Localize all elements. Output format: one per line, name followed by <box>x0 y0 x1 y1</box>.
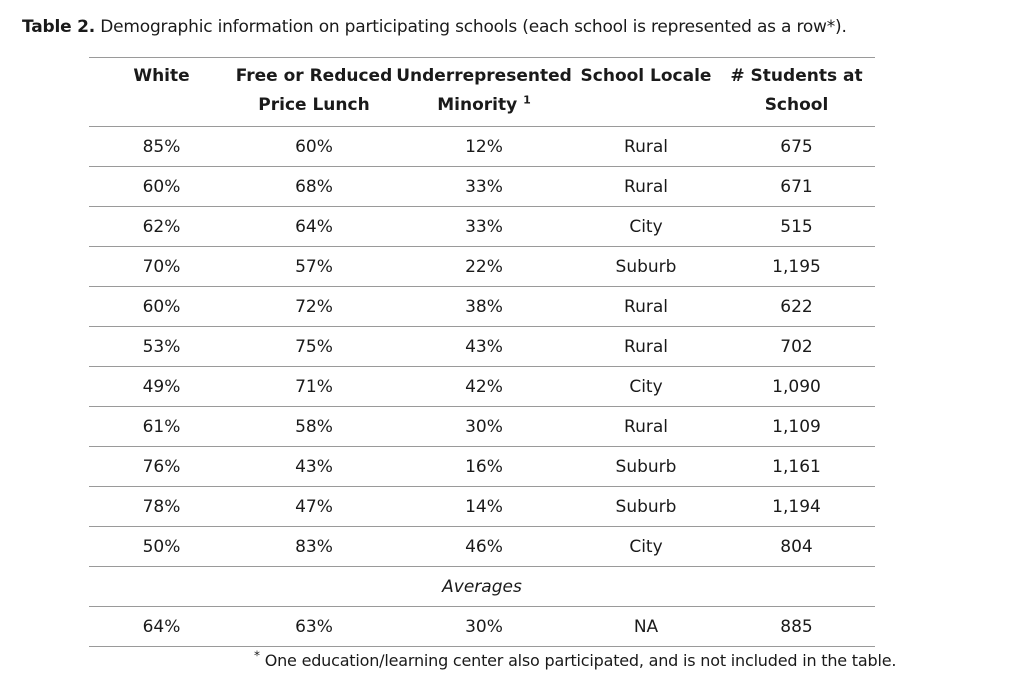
caption-text: Demographic information on participating schools (each school is represented as a row*). <box>100 17 847 37</box>
averages-label-row <box>89 567 875 607</box>
cell-underrepresented-minority: 38% <box>394 287 574 327</box>
cell-school-locale: Rural <box>574 127 718 167</box>
averages-label: Averages <box>89 567 875 607</box>
avg-school-locale: NA <box>574 607 718 647</box>
cell-underrepresented-minority: 33% <box>394 167 574 207</box>
cell-free-reduced-lunch: 58% <box>234 407 394 447</box>
cell-underrepresented-minority: 14% <box>394 487 574 527</box>
cell-white: 60% <box>89 287 234 327</box>
demographics-table <box>89 57 875 647</box>
cell-school-locale: Rural <box>574 287 718 327</box>
header-students-at-school <box>718 58 875 127</box>
header-white <box>89 58 234 127</box>
cell-school-locale: Rural <box>574 327 718 367</box>
header-frl-line1: Free or Reduced <box>235 66 393 86</box>
header-white-label: White <box>133 66 190 86</box>
table-row <box>89 287 875 327</box>
cell-underrepresented-minority: 12% <box>394 127 574 167</box>
cell-white: 76% <box>89 447 234 487</box>
cell-white: 60% <box>89 167 234 207</box>
cell-white: 78% <box>89 487 234 527</box>
header-free-reduced-lunch <box>234 58 394 127</box>
cell-school-locale: Suburb <box>574 247 718 287</box>
cell-students-at-school: 1,195 <box>718 247 875 287</box>
header-students-line2: School <box>764 95 829 115</box>
cell-school-locale: Suburb <box>574 487 718 527</box>
cell-students-at-school: 804 <box>718 527 875 567</box>
cell-students-at-school: 1,161 <box>718 447 875 487</box>
cell-white: 61% <box>89 407 234 447</box>
cell-free-reduced-lunch: 75% <box>234 327 394 367</box>
cell-underrepresented-minority: 42% <box>394 367 574 407</box>
cell-underrepresented-minority: 16% <box>394 447 574 487</box>
cell-underrepresented-minority: 33% <box>394 207 574 247</box>
avg-underrepresented-minority: 30% <box>394 607 574 647</box>
table-row <box>89 247 875 287</box>
cell-underrepresented-minority: 22% <box>394 247 574 287</box>
cell-free-reduced-lunch: 47% <box>234 487 394 527</box>
cell-free-reduced-lunch: 71% <box>234 367 394 407</box>
header-locale-label: School Locale <box>580 66 712 86</box>
avg-white: 64% <box>89 607 234 647</box>
avg-free-reduced-lunch: 63% <box>234 607 394 647</box>
table-footnote <box>254 648 897 670</box>
table-row <box>89 207 875 247</box>
cell-underrepresented-minority: 30% <box>394 407 574 447</box>
cell-underrepresented-minority: 46% <box>394 527 574 567</box>
table-row <box>89 407 875 447</box>
cell-students-at-school: 671 <box>718 167 875 207</box>
cell-free-reduced-lunch: 72% <box>234 287 394 327</box>
cell-white: 53% <box>89 327 234 367</box>
cell-students-at-school: 702 <box>718 327 875 367</box>
header-frl-line2: Price Lunch <box>258 95 370 115</box>
cell-school-locale: Suburb <box>574 447 718 487</box>
cell-school-locale: City <box>574 527 718 567</box>
cell-free-reduced-lunch: 64% <box>234 207 394 247</box>
cell-school-locale: City <box>574 207 718 247</box>
cell-free-reduced-lunch: 57% <box>234 247 394 287</box>
header-urm-line1: Underrepresented <box>396 66 572 86</box>
cell-white: 85% <box>89 127 234 167</box>
cell-students-at-school: 515 <box>718 207 875 247</box>
caption-label: Table 2. <box>22 17 96 37</box>
header-students-line1: # Students at <box>730 66 863 86</box>
table-row <box>89 527 875 567</box>
table-caption <box>22 17 847 37</box>
header-urm-footnote-ref: 1 <box>523 93 531 107</box>
footnote-text: One education/learning center also participated, and is not included in the table. <box>264 651 897 670</box>
cell-school-locale: Rural <box>574 407 718 447</box>
table-row <box>89 487 875 527</box>
header-school-locale <box>574 58 718 127</box>
cell-school-locale: Rural <box>574 167 718 207</box>
table-body <box>89 127 875 647</box>
cell-white: 50% <box>89 527 234 567</box>
avg-students-at-school: 885 <box>718 607 875 647</box>
cell-free-reduced-lunch: 60% <box>234 127 394 167</box>
cell-free-reduced-lunch: 83% <box>234 527 394 567</box>
table-header-row <box>89 58 875 127</box>
table-row <box>89 327 875 367</box>
header-underrepresented-minority <box>394 58 574 127</box>
cell-underrepresented-minority: 43% <box>394 327 574 367</box>
cell-students-at-school: 1,194 <box>718 487 875 527</box>
table-row <box>89 127 875 167</box>
table-row <box>89 167 875 207</box>
cell-white: 62% <box>89 207 234 247</box>
averages-row <box>89 607 875 647</box>
cell-school-locale: City <box>574 367 718 407</box>
cell-students-at-school: 675 <box>718 127 875 167</box>
cell-white: 70% <box>89 247 234 287</box>
cell-students-at-school: 1,090 <box>718 367 875 407</box>
cell-free-reduced-lunch: 68% <box>234 167 394 207</box>
cell-white: 49% <box>89 367 234 407</box>
header-urm-line2: Minority <box>437 95 518 115</box>
footnote-marker: * <box>254 648 260 663</box>
table-row <box>89 447 875 487</box>
table-row <box>89 367 875 407</box>
cell-free-reduced-lunch: 43% <box>234 447 394 487</box>
cell-students-at-school: 622 <box>718 287 875 327</box>
cell-students-at-school: 1,109 <box>718 407 875 447</box>
